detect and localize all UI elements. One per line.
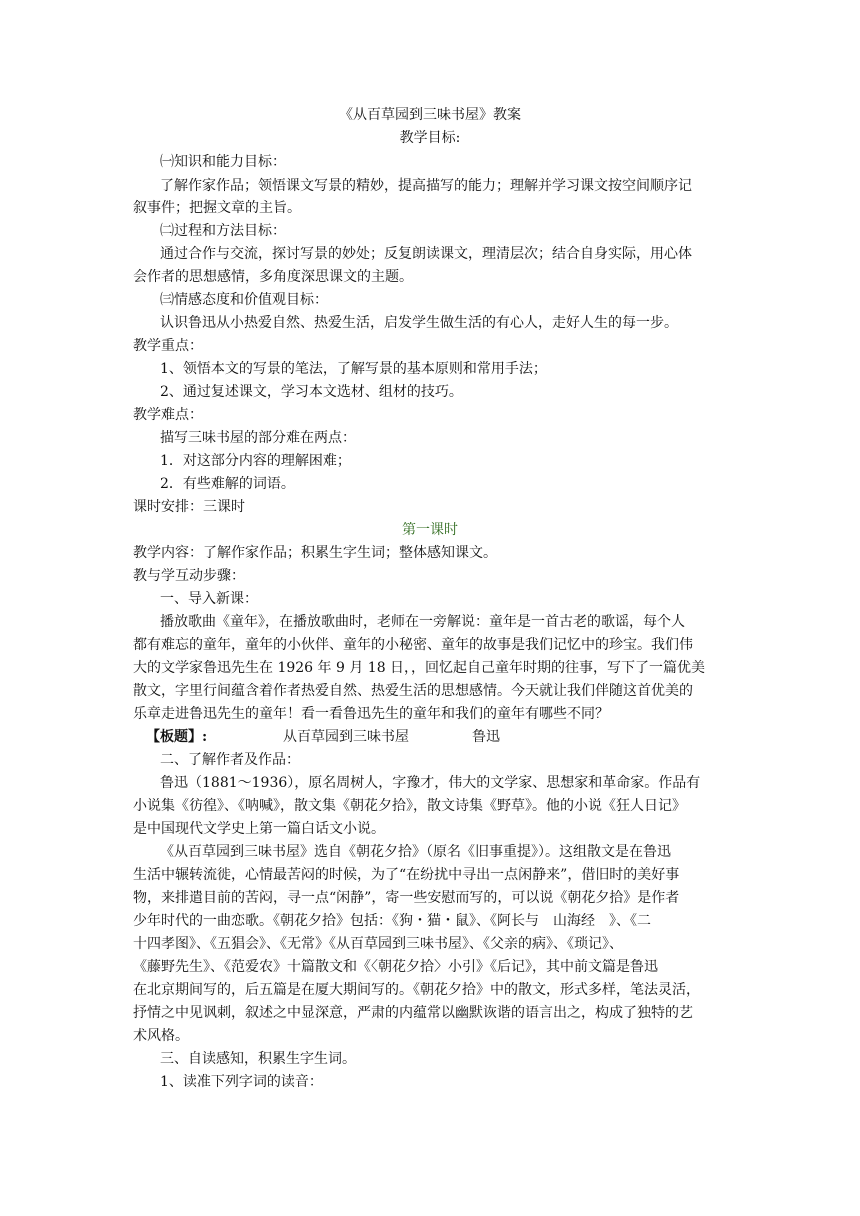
board-label: 【板题】: xyxy=(146,729,208,745)
step-2-text2-line: 《从百草园到三味书屋》选自《朝花夕拾》（原名《旧事重提》）。这组散文是在鲁迅 xyxy=(160,844,671,860)
step-2-text2-line: 在北京期间写的，后五篇是在厦大期间写的。《朝花夕拾》中的散文，形式多样，笔法灵活， xyxy=(133,982,700,998)
key-point-item: 1、领悟本文的写景的笔法，了解写景的基本原则和常用手法； xyxy=(160,361,547,377)
step-2-text2-line: 《藤野先生》、《范爱农》十篇散文和《〈朝花夕拾〉小引》《后记》，其中前文篇是鲁迅 xyxy=(133,959,658,975)
step-1-text-line: 都有难忘的童年，童年的小伙伴、童年的小秘密、童年的故事是我们记忆中的珍宝。我们伟 xyxy=(133,637,693,653)
objective-1-text-line: 了解作家作品；领悟课文写景的精妙，提高描写的能力；理解并学习课文按空间顺序记 xyxy=(160,178,692,194)
objective-3-text: 认识鲁迅从小热爱自然、热爱生活，启发学生做生活的有心人，走好人生的每一步。 xyxy=(160,315,678,331)
objective-2-text-line: 会作者的思想感情，多角度深思课文的主题。 xyxy=(133,269,413,285)
step-2-text2-line: 抒情之中见讽刺，叙述之中显深意，严肃的内蕴常以幽默诙谐的语言出之，构成了独特的艺 xyxy=(133,1005,693,1021)
step-2-heading: 二、了解作者及作品： xyxy=(160,752,300,768)
step-2-text-line: 鲁迅（1881～1936），原名周树人，字豫才，伟大的文学家、思想家和革命家。作品有 xyxy=(160,775,701,791)
board-title: 从百草园到三味书屋 xyxy=(283,729,409,745)
step-2-text-line: 小说集《彷徨》、《呐喊》，散文集《朝花夕拾》，散文诗集《野草》。他的小说《狂人日记》 xyxy=(133,798,686,814)
board-author: 鲁迅 xyxy=(472,729,500,745)
difficulty-item: 1．对这部分内容的理解困难； xyxy=(160,453,351,469)
objective-2-heading: ㈡过程和方法目标： xyxy=(160,223,286,239)
objective-3-heading: ㈢情感态度和价值观目标： xyxy=(160,292,328,308)
lesson-1-heading: 第一课时 xyxy=(402,522,458,538)
objective-2-text-line: 通过合作与交流，探讨写景的妙处；反复朗读课文，理清层次；结合自身实际，用心体 xyxy=(160,246,692,262)
step-1-heading: 一、导入新课： xyxy=(160,591,258,607)
step-2-text-line: 是中国现代文学史上第一篇白话文小说。 xyxy=(133,821,385,837)
difficulty-heading: 教学难点： xyxy=(133,407,203,423)
lesson-1-content: 教学内容：了解作家作品；积累生字生词；整体感知课文。 xyxy=(133,545,497,561)
objective-1-heading: ㈠知识和能力目标： xyxy=(160,154,286,170)
objective-1-text-line: 叙事件；把握文章的主旨。 xyxy=(133,200,301,216)
step-1-text-line: 播放歌曲《童年》，在播放歌曲时，老师在一旁解说：童年是一首古老的歌谣，每个人 xyxy=(160,614,685,630)
key-point-item: 2、通过复述课文，学习本文选材、组材的技巧。 xyxy=(160,384,463,400)
difficulty-intro: 描写三味书屋的部分难在两点： xyxy=(160,430,356,446)
document-title: 《从百草园到三味书屋》教案 xyxy=(339,107,521,123)
key-points-heading: 教学重点： xyxy=(133,338,203,354)
schedule-line: 课时安排：三课时 xyxy=(133,499,245,515)
step-2-text2-line: 十四孝图》、《五猖会》、《无常》《从百草园到三味书屋》、《父亲的病》、《琐记》、 xyxy=(133,936,623,952)
step-2-text2-line: 少年时代的一曲恋歌。《朝花夕拾》包括：《狗・猫・鼠》、《阿长与 山海经 》、《二 xyxy=(133,913,651,929)
step-1-text-line: 散文，字里行间蕴含着作者热爱自然、热爱生活的思想感情。今天就让我们伴随这首优美的 xyxy=(133,683,693,699)
steps-heading: 教与学互动步骤： xyxy=(133,568,245,584)
objectives-heading: 教学目标: xyxy=(399,130,461,146)
step-3-sub: 1、读准下列字词的读音： xyxy=(160,1074,323,1090)
difficulty-item: 2．有些难解的词语。 xyxy=(160,476,295,492)
step-2-text2-line: 物，来排遣目前的苦闷，寻一点“闲静”，寄一些安慰而写的，可以说《朝花夕拾》是作者 xyxy=(133,890,680,906)
step-1-text-line: 乐章走进鲁迅先生的童年！看一看鲁迅先生的童年和我们的童年有哪些不同？ xyxy=(133,706,609,722)
step-2-text2-line: 术风格。 xyxy=(133,1028,189,1044)
step-1-text-line: 大的文学家鲁迅先生在 1926 年 9 月 18 日，，回忆起自己童年时期的往事，写下了一篇优美 xyxy=(133,660,706,676)
step-3-heading: 三、自读感知，积累生字生词。 xyxy=(160,1051,356,1067)
step-2-text2-line: 生活中辗转流徙，心情最苦闷的时候，为了“在纷扰中寻出一点闲静来”，借旧时的美好事 xyxy=(133,867,680,883)
